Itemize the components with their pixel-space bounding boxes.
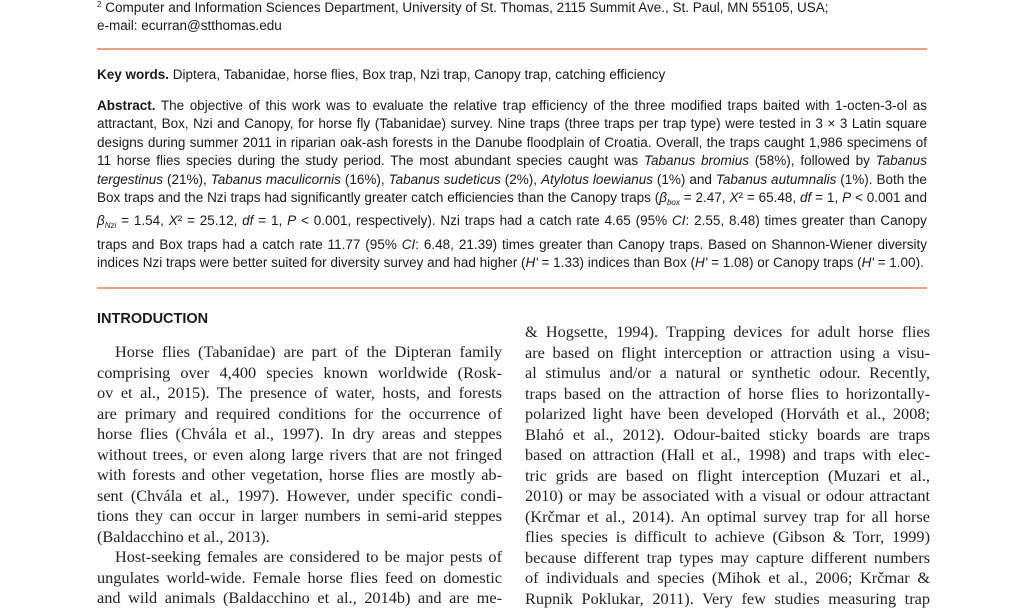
text-line: sent (Chvála et al., 1997). However, under specific condi- (97, 486, 502, 507)
text-line: are based on flight interception or attraction using a visu- (525, 343, 930, 364)
keywords-block (97, 66, 927, 84)
abstract-block: Abstract. The objective of this work was to evaluate the relative trap efficiency of the three modified traps baited with 1-octen-3-ol as attractant, Box, Nzi and Canopy, for horse fly (Tabanidae) survey. Nine traps (three traps per trap type) were tested in 3 × 3 Latin square designs during summer 2011 in riparian oak-ash forests in the Danube floodplain of Croatia. Overall, the traps caught 1,986 specimens of 11 horse flies species during the study period. The most abundant species caught was Tabanus bromius (58%), followed by Tabanus tergestinus (21%), Tabanus maculicornis (16%), Tabanus sudeticus (2%), Atylotus loewianus (1%) and Tabanus autumnalis (1%). Both the Box traps and the Nzi traps had significantly greater catch efficiencies than the Canopy traps ($\beta_{box} = 2.47$, X² = 65.48, df = 1, P < 0.001 and $\beta_{Nzi} = 1.54$, X² = 25.12, df = 1, P < 0.001, respectively). Nzi traps had a catch rate 4.65 (95% CI: 2.55, 8.48) times greater than Canopy traps and Box traps had a catch rate 11.77 (95% CI: 6.48, 21.39) times greater than Canopy traps. Based on Shannon-Wiener diversity indices Nzi traps were better suited for diversity survey and had higher (H' = 1.33) indices than Box (H' = 1.08) or Canopy traps (H' = 1.00). (97, 97, 927, 273)
text-line: and wild animals (Baldacchino et al., 2014b) and are me- (97, 588, 502, 609)
text-line: (Baldacchino et al., 2013). (97, 527, 502, 548)
affiliation-email: e-mail: ecurran@stthomas.edu (97, 17, 927, 35)
intro-column-left (97, 342, 502, 609)
affiliation-marker: 2 (97, 0, 101, 9)
affiliation-block (97, 0, 927, 35)
text-line: & Hogsette, 1994). Trapping devices for adult horse flies (525, 322, 930, 343)
text-line: polarized light have been developed (Horváth et al., 2008; (525, 404, 930, 425)
text-line: Horse flies (Tabanidae) are part of the Dipteran family (97, 342, 502, 363)
text-line: based on attraction (Hall et al., 1998) and traps with elec- (525, 445, 930, 466)
text-line: Blahó et al., 2012). Odour-baited sticky boards are traps (525, 425, 930, 446)
section-heading-introduction: INTRODUCTION (97, 311, 208, 327)
intro-column-right (525, 322, 930, 609)
text-line: Host-seeking females are considered to be major pests of (97, 547, 502, 568)
affiliation-line-1 (97, 0, 927, 17)
keywords-label: Key words. (97, 67, 169, 82)
text-line: because different trap types may capture different numbers (525, 548, 930, 569)
species-name: Tabanus autumnalis (716, 172, 837, 187)
text-line: traps based on the attraction of horse flies to horizontally- (525, 384, 930, 405)
text-line: horse flies (Chvála et al., 1997). In dry areas and steppes (97, 424, 502, 445)
text-line: of individuals and species (Mihok et al., 2006; Krčmar & (525, 568, 930, 589)
keywords-text: Diptera, Tabanidae, horse flies, Box trap, Nzi trap, Canopy trap, catching efficiency (173, 67, 666, 82)
text-line: tric grids are based on flight interception (Muzari et al., (525, 466, 930, 487)
species-name: Atylotus loewianus (541, 172, 653, 187)
text-line: ungulates world-wide. Female horse flies feed on domestic (97, 568, 502, 589)
affiliation-address: Computer and Information Sciences Department, University of St. Thomas, 2115 Summit Ave., St. Paul, MN 55105, USA; (105, 0, 828, 15)
species-name: Tabanus bromius (644, 153, 749, 168)
abstract-label: Abstract. (97, 98, 156, 113)
text-line: with forests and other vegetation, horse flies are mostly ab- (97, 465, 502, 486)
text-line: comprising over 4,400 species known worldwide (Rosk- (97, 363, 502, 384)
text-line: tions they can occur in larger numbers in semi-arid steppes (97, 506, 502, 527)
species-name: Tabanus tergestinus (97, 153, 927, 186)
text-line: flies species is difficult to achieve (Gibson & Torr, 1999) (525, 527, 930, 548)
text-line: Rupnik Poklukar, 2011). Very few studies measuring trap (525, 589, 930, 609)
text-line: without trees, or even along large rivers that are not fringed (97, 445, 502, 466)
text-line: 2010) or may be associated with a visual or odour attractant (525, 486, 930, 507)
text-line: ov et al., 2015). The presence of water, hosts, and forests (97, 383, 502, 404)
species-name: Tabanus maculicornis (211, 172, 341, 187)
species-name: Tabanus sudeticus (389, 172, 501, 187)
text-line: are primary and required conditions for the occurrence of (97, 404, 502, 425)
divider-top (97, 48, 927, 50)
text-line: al stimulus and/or a natural or synthetic odour. Recently, (525, 363, 930, 384)
divider-bottom (97, 287, 927, 289)
text-line: (Krčmar et al., 2014). An optimal survey trap for all horse (525, 507, 930, 528)
